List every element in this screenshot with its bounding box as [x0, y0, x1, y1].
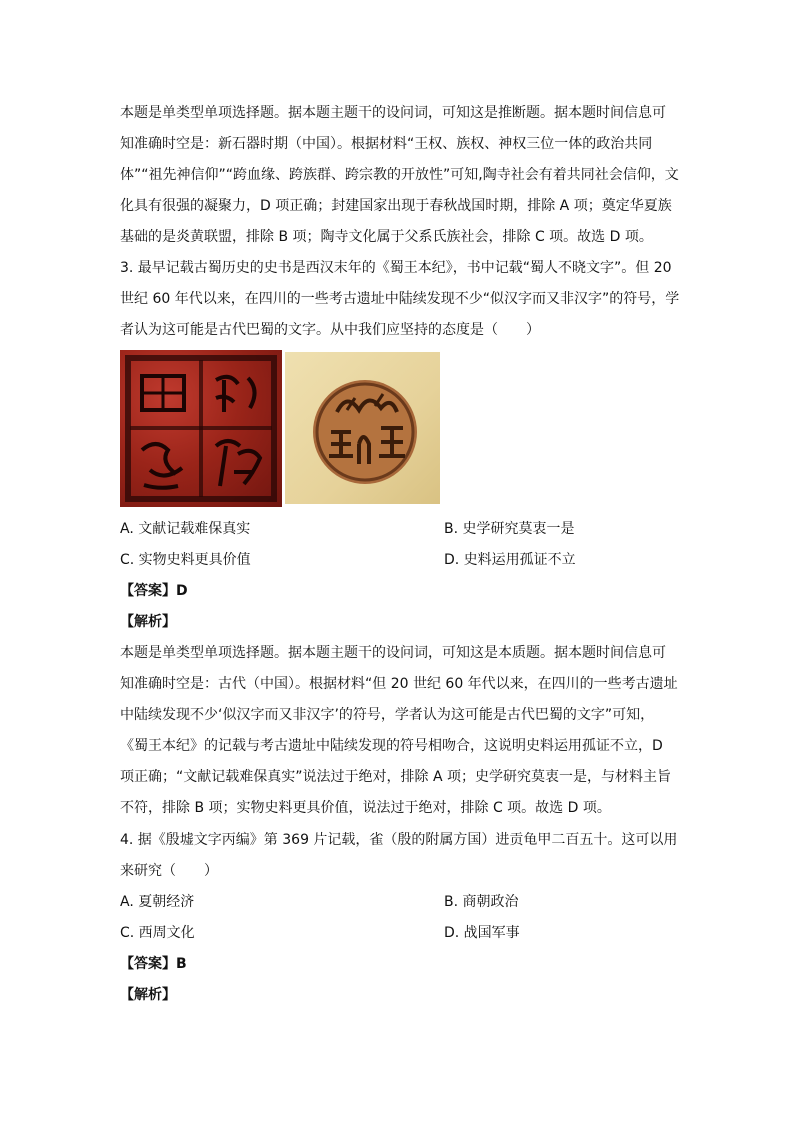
- q4-option-a: A. 夏朝经济: [120, 894, 195, 910]
- text-line: 者认为这可能是古代巴蜀的文字。从中我们应坚持的态度是（ ）: [120, 322, 540, 338]
- text-line: 世纪 60 年代以来，在四川的一些考古遗址中陆续发现不少“似汉字而又非汉字”的符号，学: [120, 291, 680, 307]
- q4-stem: [120, 825, 680, 887]
- square-seal-glyphs: [120, 350, 282, 507]
- text-line: 本题是单类型单项选择题。据本题主题干的设问词，可知这是本质题。据本题时间信息可: [120, 645, 666, 661]
- round-seal-glyphs: [285, 352, 440, 504]
- text-line: 4. 据《殷墟文字丙编》第 369 片记载，雀（殷的附属方国）进贡龟甲二百五十。这可以用: [120, 832, 678, 848]
- text-line: 基础的是炎黄联盟，排除 B 项；陶寺文化属于父系氏族社会，排除 C 项。故选 D 项。: [120, 229, 653, 245]
- text-line: 《蜀王本纪》的记载与考古遗址中陆续发现的符号相吻合，这说明史料运用孤证不立，D: [120, 738, 663, 754]
- q3-option-d: D. 史料运用孤证不立: [444, 552, 576, 568]
- text-line: 来研究（ ）: [120, 863, 218, 879]
- q4-analysis-label: 【解析】: [120, 987, 176, 1003]
- text-line: 体”“祖先神信仰”“跨血缘、跨族群、跨宗教的开放性”可知,陶寺社会有着共同社会信仰，文: [120, 167, 679, 183]
- q4-option-c: C. 西周文化: [120, 925, 195, 941]
- q3-option-b: B. 史学研究莫衷一是: [444, 521, 575, 537]
- text-line: 3. 最早记载古蜀历史的史书是西汉末年的《蜀王本纪》，书中记载“蜀人不晓文字”。但 20: [120, 260, 672, 276]
- text-line: 本题是单类型单项选择题。据本题主题干的设问词，可知这是推断题。据本题时间信息可: [120, 105, 666, 121]
- q3-stem: [120, 253, 680, 346]
- text-line: 知准确时空是：新石器时期（中国）。根据材料“王权、族权、神权三位一体的政治共同: [120, 136, 653, 152]
- q3-analysis-text: [120, 638, 680, 824]
- q3-answer: 【答案】D: [120, 583, 188, 599]
- q3-option-c: C. 实物史料更具价值: [120, 552, 251, 568]
- text-line: 化具有很强的凝聚力，D 项正确；封建国家出现于春秋战国时期，排除 A 项；奠定华夏族: [120, 198, 672, 214]
- square-seal-image: [120, 350, 282, 507]
- text-line: 知准确时空是：古代（中国）。根据材料“但 20 世纪 60 年代以来，在四川的一些考古遗址: [120, 676, 678, 692]
- round-seal-image: [285, 352, 440, 504]
- q2-analysis-text: [120, 98, 680, 253]
- text-line: 中陆续发现不少‘似汉字而又非汉字’的符号，学者认为这可能是古代巴蜀的文字”可知，: [120, 707, 655, 723]
- q4-answer: 【答案】B: [120, 956, 187, 972]
- q3-option-a: A. 文献记载难保真实: [120, 521, 251, 537]
- q4-option-b: B. 商朝政治: [444, 894, 519, 910]
- q3-analysis-label: 【解析】: [120, 614, 176, 630]
- text-line: 不符，排除 B 项；实物史料更具价值，说法过于绝对，排除 C 项。故选 D 项。: [120, 800, 611, 816]
- text-line: 项正确；“文献记载难保真实”说法过于绝对，排除 A 项；史学研究莫衷一是，与材料主旨: [120, 769, 671, 785]
- q4-option-d: D. 战国军事: [444, 925, 520, 941]
